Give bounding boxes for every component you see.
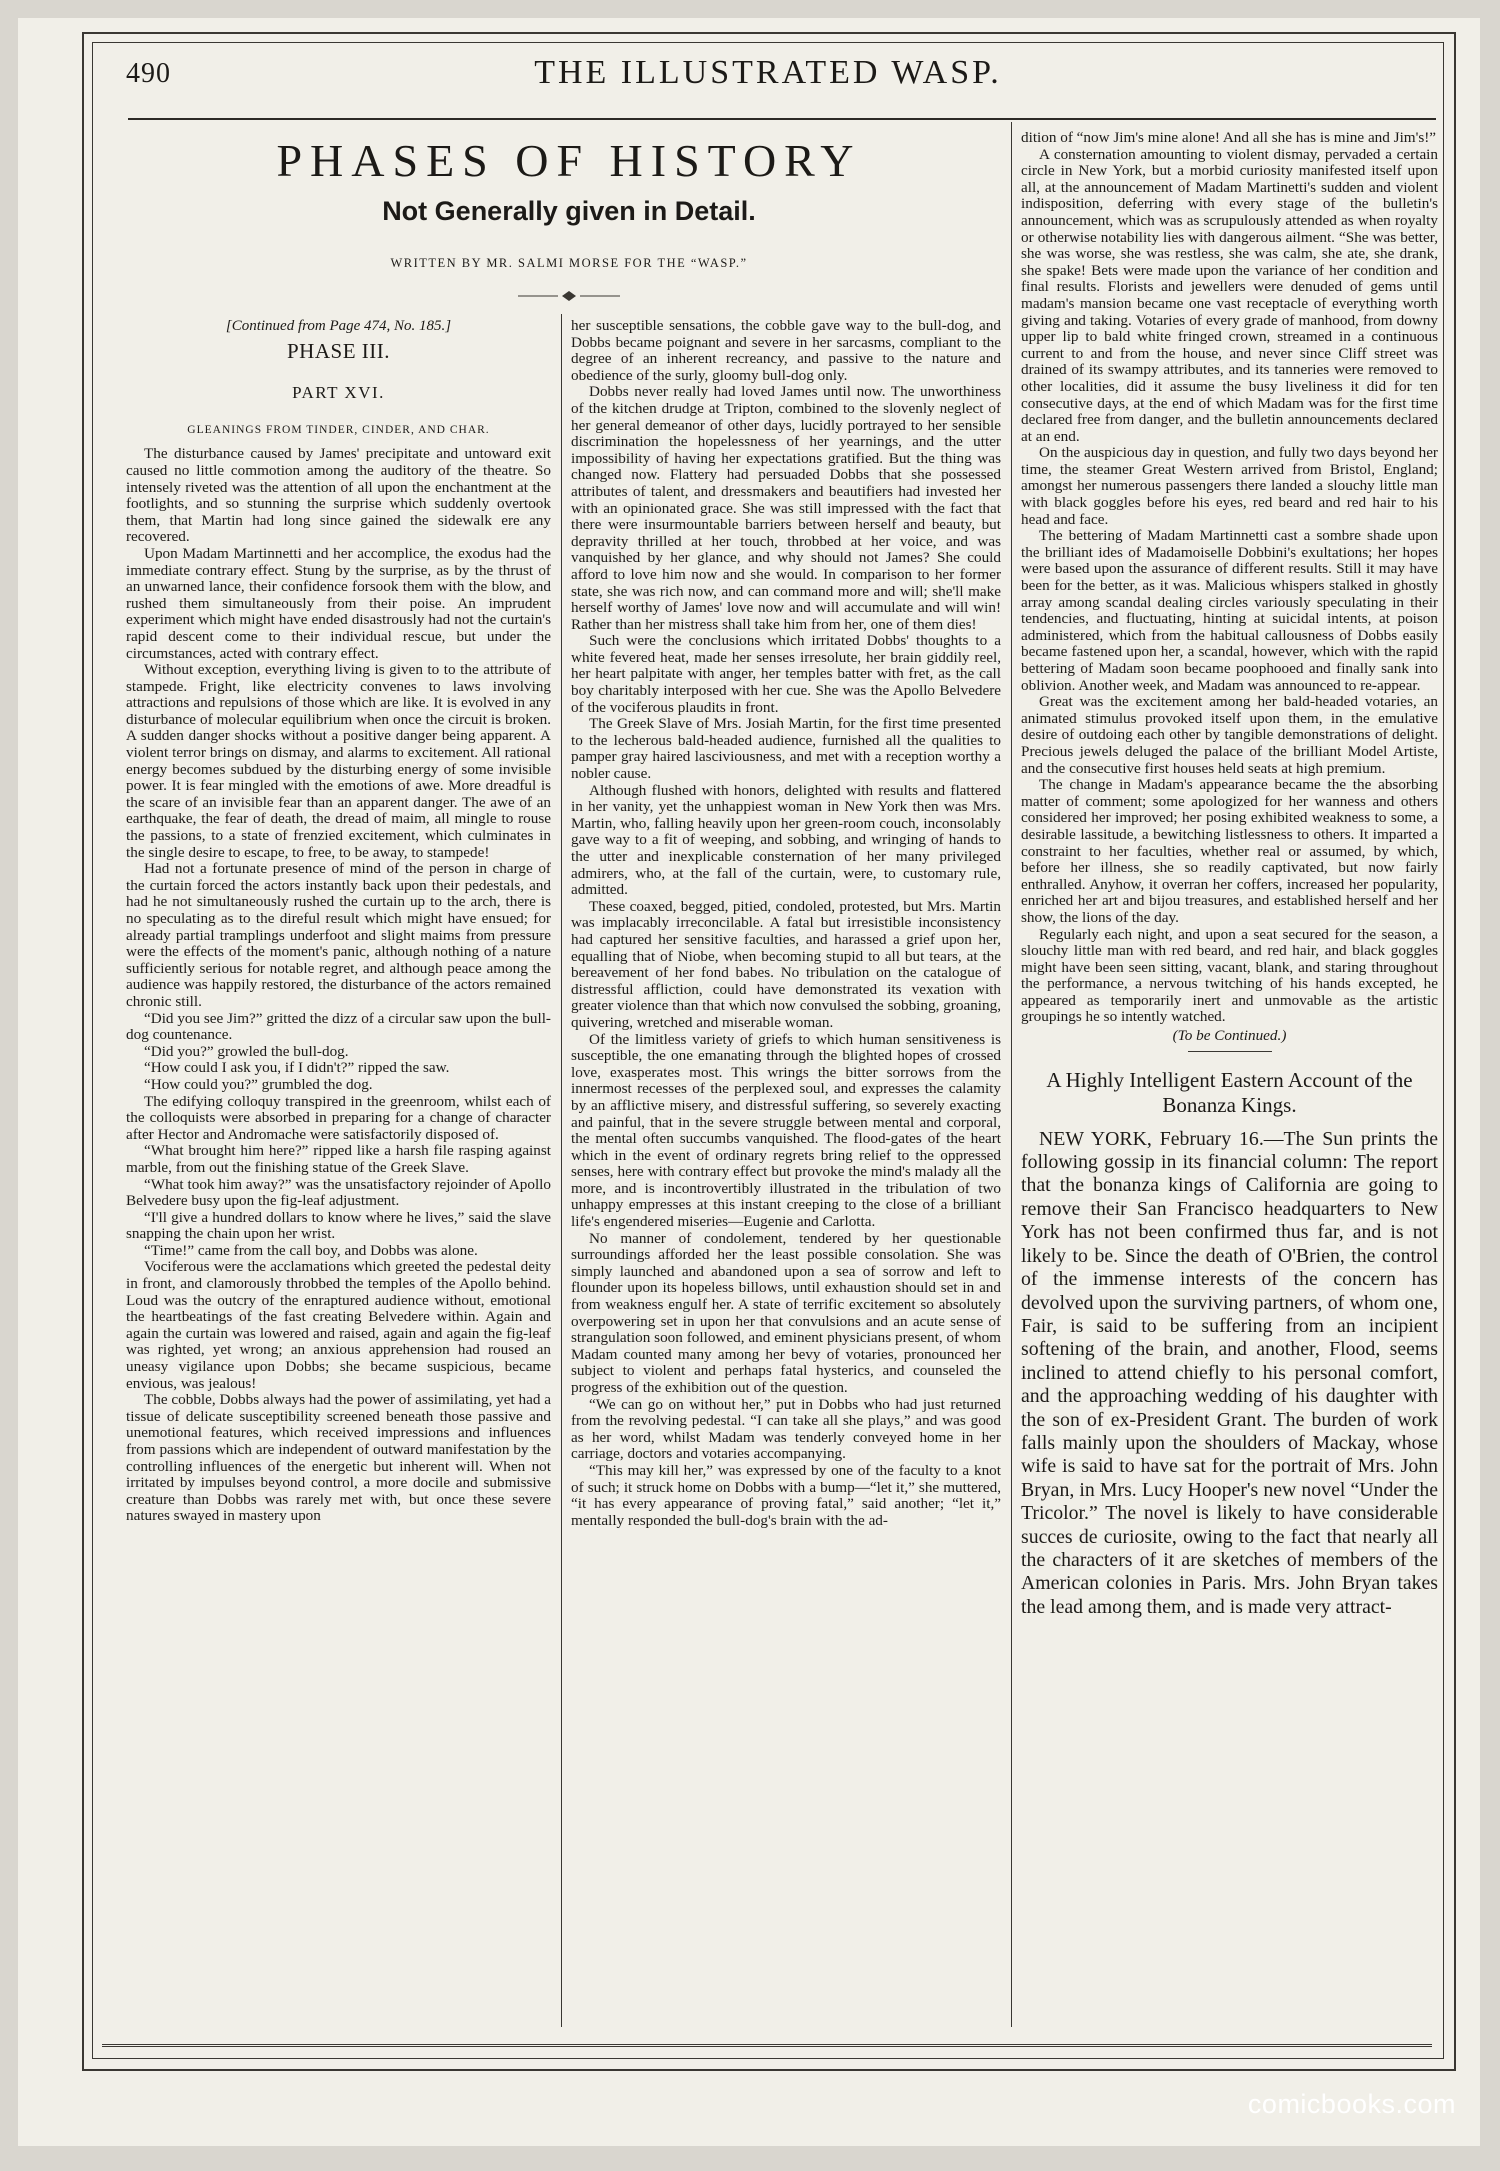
paragraph: Although flushed with honors, delighted with results and flattered in her vanity, yet the unhappiest woman in New York then was Mrs. Martin, who, falling heavily upon her green-room couch, inconsolably gave way to a fit of weeping, and sobbing, and wringing of hands to the utter and inexplicable consternation of her many privileged admirers, who, at the fall of the curtain, were, to customary rule, admitted. bbox=[571, 781, 1001, 899]
paragraph: Without exception, everything living is given to to the attribute of stampede. Fright, like electricity convenes to laws involving attractions and repulsions of those which are like. It is evolved in any disturbance of molecular equilibrium when once the circuit is broken. A sudden danger shocks without a positive danger being apparent. A violent terror brings on dismay, and alarms to excitement. All rational energy becomes subdued by the disturbing energy of some invisible power. It is fear mingled with the emotions of awe. More dreadful is the scare of an invisible fear than an apparent danger. The awe of an earthquake, the fear of death, the dread of maim, all mingle to rouse the passions, to a state of frenzied excitement, which culminates in the single desire to escape, to free, to be away, to stampede! bbox=[126, 661, 551, 861]
article2-body: NEW YORK, February 16.—The Sun prints the following gossip in its financial column: The report that the bonanza kings of California are going to remove their San Francisco headquarters to New York has not been confirmed thus far, and is not likely to be. Since the death of O'Brien, the control of the immense interests of the concern has devolved upon the surviving partners, of whom one, Fair, is said to be suffering from an incipient softening of the brain, and another, Flood, seems inclined to attend chiefly to his personal comfort, and the approaching wedding of his daughter with the son of ex-President Grant. The burden of work falls mainly upon the shoulders of Mackay, whose wife is said to have sat for the portrait of Mrs. John Bryan, in Mrs. Lucy Hooper's new novel “Under the Tricolor.” The novel is likely to have considerable succes de curiosite, owing to the fact that nearly all the characters of it are sketches of members of the American colonies in Paris. Mrs. John Bryan takes the lead among them, and is made very attract- bbox=[1021, 1127, 1438, 1618]
paragraph: The change in Madam's appearance became the the absorbing matter of comment; some apologized for her wanness and others considered her improved; her posing exhibited weakness to some, a desirable lassitude, a bewitching listlessness to others. It imparted a constraint to her faculties, whether real or assumed, by which, before her illness, she so readily captivated, but now fairly enthralled. Anyhow, it overran her coffers, increased her popularity, enriched her art and bijou treasures, and established herself and her show, the lions of the day. bbox=[1021, 776, 1438, 926]
section-separator bbox=[1188, 1051, 1272, 1052]
paragraph: “What brought him here?” ripped like a harsh file rasping against marble, from out the finishing statue of the Greek Slave. bbox=[126, 1142, 551, 1176]
paragraph: Had not a fortunate presence of mind of the person in charge of the curtain forced the actors instantly back upon their pedestals, and had he not simultaneously rushed the curtain up to the arch, there is no speculating as to the direful result which might have ensued; for already partial tramplings underfoot and slight maims from pressure were the effects of the moment's panic, although nothing of a nature sufficiently serious for notable regret, and although peace among the audience was happily restored, the disturbance of the actors remained chronic still. bbox=[126, 860, 551, 1010]
paragraph: The Greek Slave of Mrs. Josiah Martin, for the first time presented to the lecherous bald-headed audience, furnished all the qualities to pamper gray haired lasciviousness, and met with a reception worthy a nobler cause. bbox=[571, 715, 1001, 783]
paragraph: Regularly each night, and upon a seat secured for the season, a slouchy little man with red beard, and red hair, and black goggles might have been seen sitting, vacant, blank, and staring throughout the performance, a nervous twitching of his hands excepted, he appeared as temporarily inert and unmovable as the artistic groupings he so intently watched. bbox=[1021, 925, 1438, 1026]
article-subtitle: Not Generally given in Detail. bbox=[382, 196, 756, 226]
paragraph: her susceptible sensations, the cobble gave way to the bull-dog, and Dobbs became poignant and severe in her sarcasms, compliant to the degree of an inherent recreancy, and passive to the nature and obedience of the surly, gloomy bull-dog only. bbox=[571, 318, 1001, 384]
paragraph: “Did you see Jim?” gritted the dizz of a circular saw upon the bull-dog countenance. bbox=[126, 1009, 551, 1044]
part-heading: PART XVI. bbox=[292, 383, 385, 403]
column-divider bbox=[1011, 122, 1012, 2027]
paragraph: Such were the conclusions which irritated Dobbs' thoughts to a white fevered heat, made her senses irresolute, her brain giddily reel, her heart palpitate with anger, her temples batter with fret, as the call boy charitably interposed with her cue. She was the Apollo Belvedere of the vociferous plaudits in front. bbox=[571, 632, 1001, 716]
paragraph: The disturbance caused by James' precipitate and untoward exit caused no little commotion among the auditory of the theatre. So intensely riveted was the attention of all upon the enchantment at the footlights, and so stunning the surprise which suddenly overtook them, that Martin had long since gained the sidewalk ere any recovered. bbox=[126, 445, 551, 546]
column-1 bbox=[126, 314, 551, 2029]
page-number: 490 bbox=[126, 58, 171, 89]
paragraph: dition of “now Jim's mine alone! And all she has is mine and Jim's!” bbox=[1021, 130, 1437, 146]
column-2 bbox=[571, 318, 1001, 2029]
newspaper-page bbox=[18, 18, 1480, 2146]
paragraph: “How could you?” grumbled the dog. bbox=[144, 1075, 373, 1093]
paragraph: A consternation amounting to violent dismay, pervaded a certain circle in New York, but a morbid curiosity manifested itself upon all, at the announcement of Madam Martinetti's sudden and violent indisposition, deferring with every stage of the bulletin's announcement, which was as scrupulously attended as when royalty or otherwise notability lies with dangerous ailment. “She was better, she was worse, she was restless, she was calm, she ate, she drank, she spake! Bets were made upon the variance of her condition and final results. Florists and jewellers were denuded of gems until madam's mansion became one vast receptacle of everything worth giving and taking. Votaries of every grade of manhood, from downy upper lip to bald white fringed crown, streamed in a continuous current to and from the house, and never since Cliff street was drained of its swampy attributes, and its tanneries were removed to other localities, did it assume the busy liveliness it did for ten consecutive days, at the end of which Madam was for the first time declared free from danger, and the bulletin announcements declared at an end. bbox=[1021, 145, 1438, 445]
article-title: PHASES OF HISTORY bbox=[276, 135, 862, 186]
paragraph: “Time!” came from the call boy, and Dobbs was alone. bbox=[144, 1241, 478, 1259]
paragraph: These coaxed, begged, pitied, condoled, protested, but Mrs. Martin was implacably irreconcilable. A fatal but irresistible inconsistency had captured her sensitive faculties, and harassed a grief upon her, equalling that of Niobe, when becoming stupid to all but tears, at the bereavement of her fond babes. No tribulation on the catalogue of distressful affliction, could have demonstrated its vexation with greater violence than that which now convulsed the sobbing, groaning, quivering, wretched and miserable woman. bbox=[571, 897, 1001, 1031]
paragraph: No manner of condolement, tendered by her questionable surroundings afforded her the least possible consolation. She was simply launched and abandoned upon a sea of sorrow and left to flounder upon its hopeless billows, until exhaustion should set in and from weakness engulf her. A state of terrific excitement so absolutely overpowering set in upon her that convulsions and an acute sense of strangulation soon followed, and eminent physicians present, of whom Madam counted many among her bevy of votaries, pronounced her subject to violent and perhaps fatal hysterics, and counseled the progress of the exhibition out of the question. bbox=[571, 1229, 1001, 1396]
paragraph: Upon Madam Martinnetti and her accomplice, the exodus had the immediate contrary effect. Stung by the surprise, as by the thrust of an unwarned lance, their confidence forsook them with the blow, and rushed them simultaneously from their poise. An imprudent experiment which might have ended disastrously had not the curtain's rapid descent come to their individual rescue, but under the circumstances, acted with contrary effect. bbox=[126, 544, 551, 662]
paragraph: “What took him away?” was the unsatisfactory rejoinder of Apollo Belvedere busy upon the fig-leaf adjustment. bbox=[126, 1175, 551, 1210]
footer-rule bbox=[102, 2044, 1432, 2047]
paragraph: The bettering of Madam Martinnetti cast a sombre shade upon the brilliant ides of Madamoiselle Dobbini's exultations; her hopes were based upon the assurance of different results. Still it may have been for the better, as it was. Malicious whispers stalked in ghostly array among scandal dealing circles variously speculating in their tendencies, and fluctuating, hinting at suicidal intents, at poison administered, which from the habitual callousness of Dobbs easily became fastened upon her, a scandal, however, which with the rapid bettering of Madam soon became poophooed and finally sank into oblivion. Another week, and Madam was announced to re-appear. bbox=[1021, 527, 1438, 694]
phase-heading: PHASE III. bbox=[287, 338, 390, 363]
paragraph: “We can go on without her,” put in Dobbs who had just returned from the revolving pedestal. “I can take all she plays,” and was good as her word, whilst Madam was tenderly conveyed home in her carriage, doctors and votaries accompanying. bbox=[571, 1395, 1001, 1463]
paragraph: Great was the excitement among her bald-headed votaries, an animated stimulus provoked itself upon them, in the emulative desire of outdoing each other by tangible demonstrations of delight. Precious jewels deluged the palace of the brilliant Model Artiste, and the consecutive first houses held seats at high premium. bbox=[1021, 693, 1438, 777]
watermark: comicbooks.com bbox=[1247, 2089, 1456, 2119]
paragraph: Of the limitless variety of griefs to which human sensitiveness is susceptible, the one emanating through the blighted hopes of crossed love, exasperates most. This wrings the bitter sorrows from the innermost recesses of the perplexed soul, and expresses the calamity by an afflictive misery, and distressful suffering, so severely exacting and painful, that in the severe struggle between mental and corporal, the mental often succumbs vanquished. The flood-gates of the heart which in the event of ordinary regrets bring relief to the oppressed senses, here with contrary effect but provoke the mind's malady all the more, and is incontrovertibly illustrated in the tribulation of two unhappy empresses at this instant creeping to the close of a brilliant life's engendered miseries—Eugenie and Carlotta. bbox=[571, 1030, 1001, 1231]
paragraph: “This may kill her,” was expressed by one of the faculty to a knot of such; it struck home on Dobbs with a bump—“let it,” she muttered, “it has every appearance of proving fatal,” said another; “let it,” mentally responded the bull-dog's brain with the ad- bbox=[571, 1461, 1001, 1529]
section-heading: GLEANINGS FROM TINDER, CINDER, AND CHAR. bbox=[187, 423, 490, 436]
paragraph: “How could I ask you, if I didn't?” ripped the saw. bbox=[144, 1059, 450, 1077]
header-rule bbox=[128, 118, 1436, 120]
column-divider bbox=[561, 314, 562, 2027]
title-ornament bbox=[518, 290, 620, 302]
column-3 bbox=[1021, 130, 1438, 2029]
continued-from-note: [Continued from Page 474, No. 185.] bbox=[225, 318, 452, 334]
paragraph: “I'll give a hundred dollars to know where he lives,” said the slave snapping the chain upon her wrist. bbox=[126, 1208, 551, 1243]
paragraph: On the auspicious day in question, and fully two days beyond her time, the steamer Great Western arrived from Bristol, England; amongst her numerous passengers there landed a slouchy little man with black goggles before his eyes, red beard and red hair to his head and face. bbox=[1021, 444, 1438, 528]
paragraph: The cobble, Dobbs always had the power of assimilating, yet had a tissue of delicate susceptibility screened beneath those passive and unemotional features, which received impressions and influences from passions which are independent of outward manifestation by the controlling influences of the energetic but inherent will. When not irritated by impulses beyond control, a more docile and submissive creature than Dobbs was rarely met with, but once these severe natures swayed in mastery upon bbox=[126, 1391, 551, 1525]
paragraph: “Did you?” growled the bull-dog. bbox=[144, 1042, 349, 1060]
paragraph: The edifying colloquy transpired in the greenroom, whilst each of the colloquists were absorbed in preparing for a change of character after Hector and Andromache were satisfactorily disposed of. bbox=[126, 1092, 551, 1143]
paragraph: Vociferous were the acclamations which greeted the pedestal deity in front, and clamorously throbbed the temples of the Apollo behind. Loud was the outcry of the enraptured audience without, emotional the heartbeatings of the fast creating Belvedere within. Again and again the curtain was lowered and raised, again and again the fig-leaf was righted, yet wrong; an anxious apprehension had roused an uneasy vigilance upon Dobbs; she became suspicious, became envious, was jealous! bbox=[126, 1258, 551, 1392]
to-be-continued: (To be Continued.) bbox=[1172, 1027, 1287, 1045]
masthead: THE ILLUSTRATED WASP. bbox=[534, 54, 1002, 91]
paragraph: Dobbs never really had loved James until now. The unworthiness of the kitchen drudge at Tripton, combined to the slovenly neglect of her general demeanor of other days, lucidly portrayed to her sensible discrimination the hopelessness of her yearnings, and the utter impossibility of having her expectations gratified. But the thing was changed now. Flattery had persuaded Dobbs that she possessed attributes of talent, and dressmakers and beautifiers had invested her with an opinionated grace. She was still impressed with the fact that there were insurmountable barriers between herself and beauty, but depravity thrilled at her touch, throbbed at her voice, and was vanquished by her glance, and why should not James? She could afford to love him now and she would. In comparison to her former state, she was rich now, and can command more and will; she'll make herself worthy of James' love now and will accumulate and will win! Rather than her mistress shall take him from her, one of them dies! bbox=[571, 383, 1001, 633]
article2-title: A Highly Intelligent Eastern Account of the Bonanza Kings. bbox=[1046, 1067, 1413, 1117]
article-byline: WRITTEN BY MR. SALMI MORSE FOR THE “WASP.” bbox=[390, 256, 748, 270]
